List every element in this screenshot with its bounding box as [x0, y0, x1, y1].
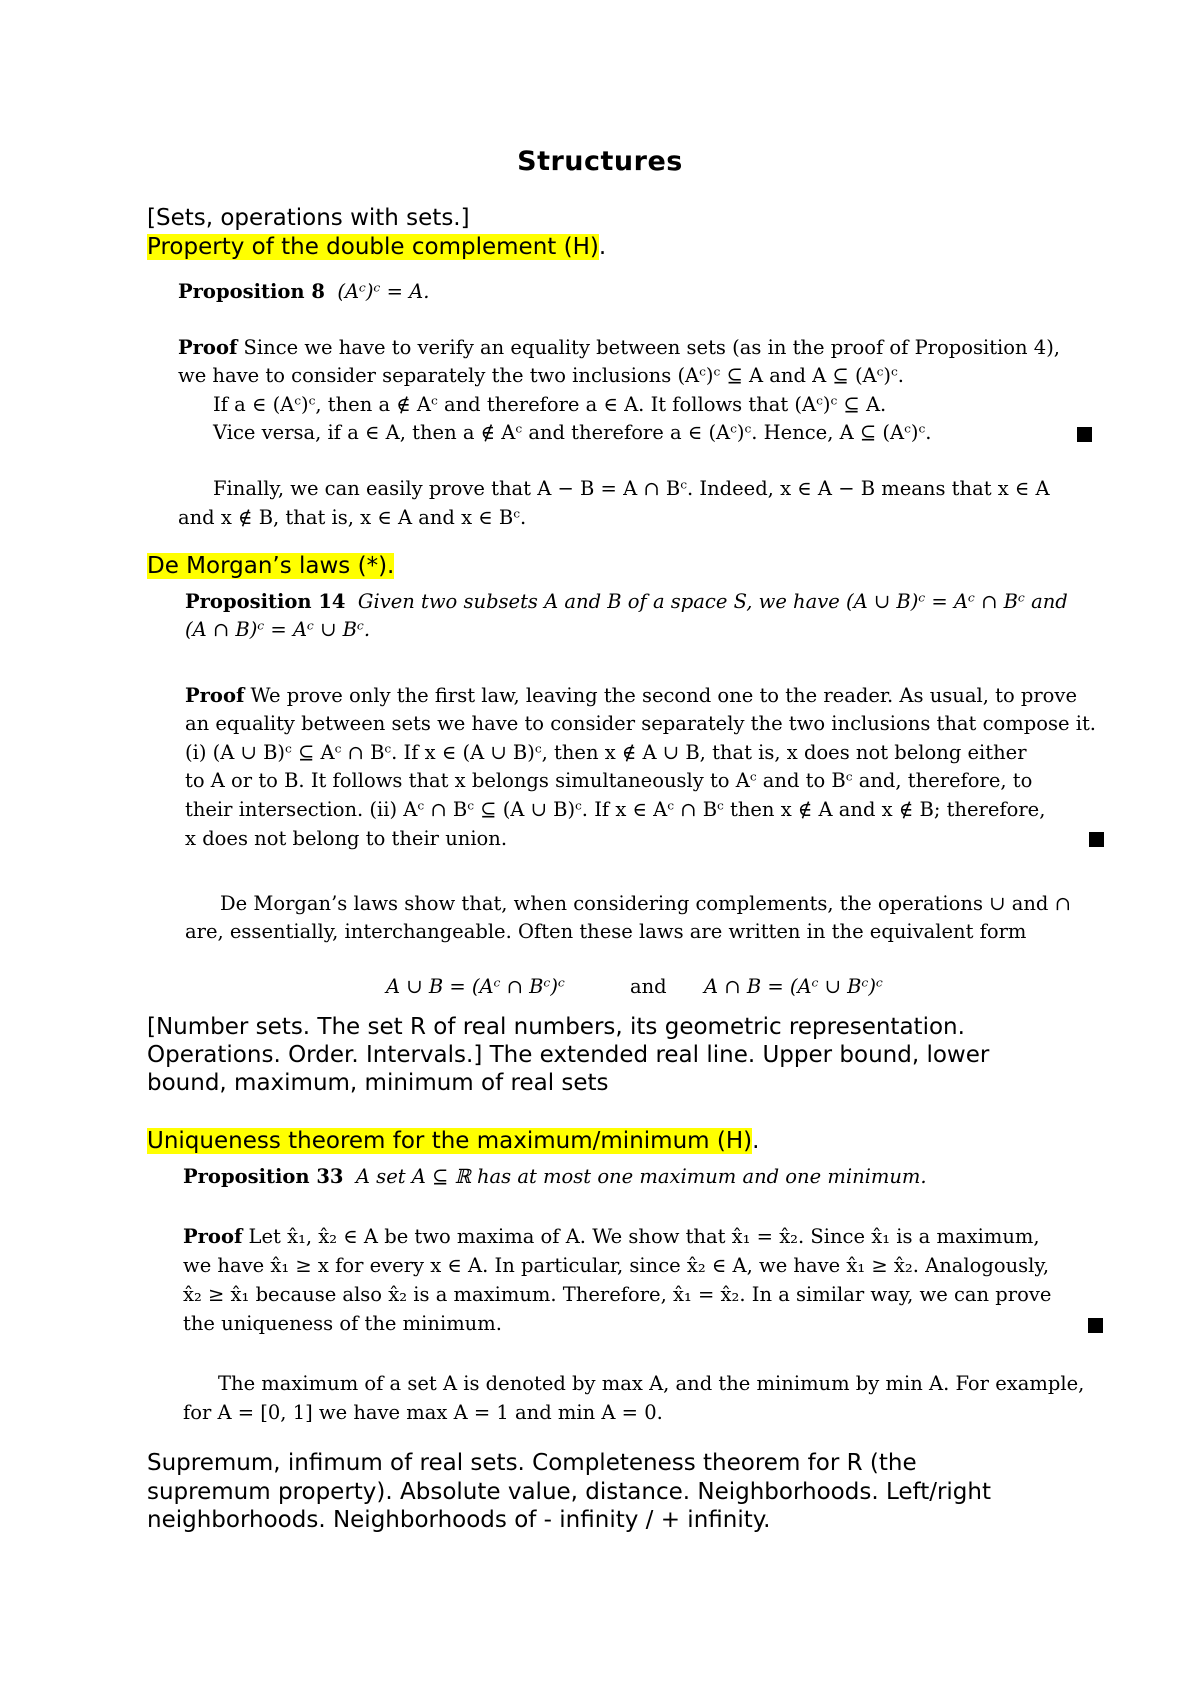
proof-label: Proof: [185, 684, 245, 707]
proof-33-line-4: the uniqueness of the minimum.: [183, 1312, 502, 1335]
remark-3-line-2: for A = [0, 1] we have max A = 1 and min A = 0.: [183, 1401, 663, 1424]
section-number-sets-line-1: [Number sets. The set R of real numbers, its geometric representation.: [147, 1014, 965, 1040]
section-supremum-line-2: supremum property). Absolute value, distance. Neighborhoods. Left/right: [147, 1479, 992, 1505]
proof-14-line-4: to A or to B. It follows that x belongs simultaneously to Aᶜ and to Bᶜ and, therefore, to: [185, 769, 1033, 792]
formula-right: [704, 973, 883, 1002]
page-title: Structures: [517, 146, 683, 177]
section-supremum-line-1: Supremum, infimum of real sets. Completeness theorem for R (the: [147, 1450, 917, 1476]
formula-text: A ∪ B = (Aᶜ ∩ Bᶜ)ᶜ: [386, 975, 565, 998]
proposition-14-line-1: [185, 588, 1068, 617]
proof-8-line-4: Vice versa, if a ∈ A, then a ∉ Aᶜ and therefore a ∈ (Aᶜ)ᶜ. Hence, A ⊆ (Aᶜ)ᶜ.: [213, 421, 932, 444]
proposition-statement: Given two subsets A and B of a space S, we have (A ∪ B)ᶜ = Aᶜ ∩ Bᶜ and: [357, 590, 1068, 613]
proof-33-line-3: x̂₂ ≥ x̂₁ because also x̂₂ is a maximum. Therefore, x̂₁ = x̂₂. In a similar way, we can prove: [183, 1283, 1052, 1306]
proof-33-line-2: we have x̂₁ ≥ x for every x ∈ A. In particular, since x̂₂ ∈ A, we have x̂₁ ≥ x̂₂. Analogously,: [183, 1254, 1050, 1277]
proof-8-line-3: If a ∈ (Aᶜ)ᶜ, then a ∉ Aᶜ and therefore a ∈ A. It follows that (Aᶜ)ᶜ ⊆ A.: [213, 393, 887, 416]
proof-14-line-1: [185, 682, 1077, 711]
proposition-label: Proposition 8: [178, 280, 325, 303]
qed-square-icon: [1077, 427, 1092, 442]
proof-8-line-2: we have to consider separately the two inclusions (Aᶜ)ᶜ ⊆ A and A ⊆ (Aᶜ)ᶜ.: [178, 364, 904, 387]
proof-8-line-1: [178, 334, 1060, 363]
proposition-statement: A set A ⊆ ℝ has at most one maximum and one minimum.: [355, 1165, 927, 1188]
proof-14-line-3: (i) (A ∪ B)ᶜ ⊆ Aᶜ ∩ Bᶜ. If x ∈ (A ∪ B)ᶜ, then x ∉ A ∪ B, that is, x does not belong either: [185, 741, 1027, 764]
section-supremum-line-3: neighborhoods. Neighborhoods of - infinity / + infinity.: [147, 1507, 771, 1533]
proposition-label: Proposition 33: [183, 1165, 344, 1188]
qed-square-icon: [1089, 832, 1104, 847]
section-heading-double-complement: [147, 233, 606, 261]
remark-2-line-2: are, essentially, interchangeable. Often these laws are written in the equivalent form: [185, 920, 1027, 943]
proposition-8: [178, 278, 429, 307]
section-number-sets-line-3: bound, maximum, minimum of real sets: [147, 1070, 609, 1096]
proposition-14-line-2: [185, 616, 370, 645]
remark-2-line-1: De Morgan’s laws show that, when considering complements, the operations ∪ and ∩: [220, 892, 1071, 915]
highlighted-heading: Uniqueness theorem for the maximum/minimum (H): [147, 1128, 753, 1154]
section-intro: [Sets, operations with sets.]: [147, 205, 470, 231]
proof-14-line-5: their intersection. (ii) Aᶜ ∩ Bᶜ ⊆ (A ∪ B)ᶜ. If x ∈ Aᶜ ∩ Bᶜ then x ∉ A and x ∉ B; therefore,: [185, 798, 1046, 821]
proof-text: We prove only the first law, leaving the second one to the reader. As usual, to prove: [250, 684, 1077, 707]
section-heading-uniqueness: [147, 1127, 759, 1155]
proof-33-line-1: [183, 1223, 1040, 1252]
section-heading-de-morgan: [147, 552, 394, 580]
heading-suffix: .: [752, 1128, 760, 1154]
proof-14-line-2: an equality between sets we have to consider separately the two inclusions that compose it.: [185, 712, 1096, 735]
highlighted-heading: Property of the double complement (H): [147, 234, 599, 260]
proof-text: Let x̂₁, x̂₂ ∈ A be two maxima of A. We show that x̂₁ = x̂₂. Since x̂₁ is a maximum,: [248, 1225, 1040, 1248]
remark-1-line-1: Finally, we can easily prove that A − B = A ∩ Bᶜ. Indeed, x ∈ A − B means that x ∈ A: [213, 477, 1050, 500]
proposition-statement-cont: (A ∩ B)ᶜ = Aᶜ ∪ Bᶜ.: [185, 618, 371, 641]
heading-suffix: .: [598, 234, 607, 260]
formula-text: A ∩ B = (Aᶜ ∪ Bᶜ)ᶜ: [704, 975, 883, 998]
proposition-33: [183, 1163, 927, 1192]
proposition-label: Proposition 14: [185, 590, 346, 613]
proof-14-line-6: x does not belong to their union.: [185, 827, 508, 850]
remark-3-line-1: The maximum of a set A is denoted by max A, and the minimum by min A. For example,: [218, 1372, 1085, 1395]
highlighted-heading: De Morgan’s laws (*).: [147, 553, 395, 579]
qed-square-icon: [1088, 1318, 1103, 1333]
section-number-sets-line-2: Operations. Order. Intervals.] The extended real line. Upper bound, lower: [147, 1042, 990, 1068]
formula-and: and: [630, 975, 667, 998]
proof-label: Proof: [183, 1225, 243, 1248]
proof-text: Since we have to verify an equality between sets (as in the proof of Proposition 4),: [243, 336, 1060, 359]
proposition-statement: (Aᶜ)ᶜ = A.: [337, 280, 430, 303]
proof-label: Proof: [178, 336, 238, 359]
formula-left: [386, 973, 565, 1002]
remark-1-line-2: and x ∉ B, that is, x ∈ A and x ∈ Bᶜ.: [178, 506, 527, 529]
